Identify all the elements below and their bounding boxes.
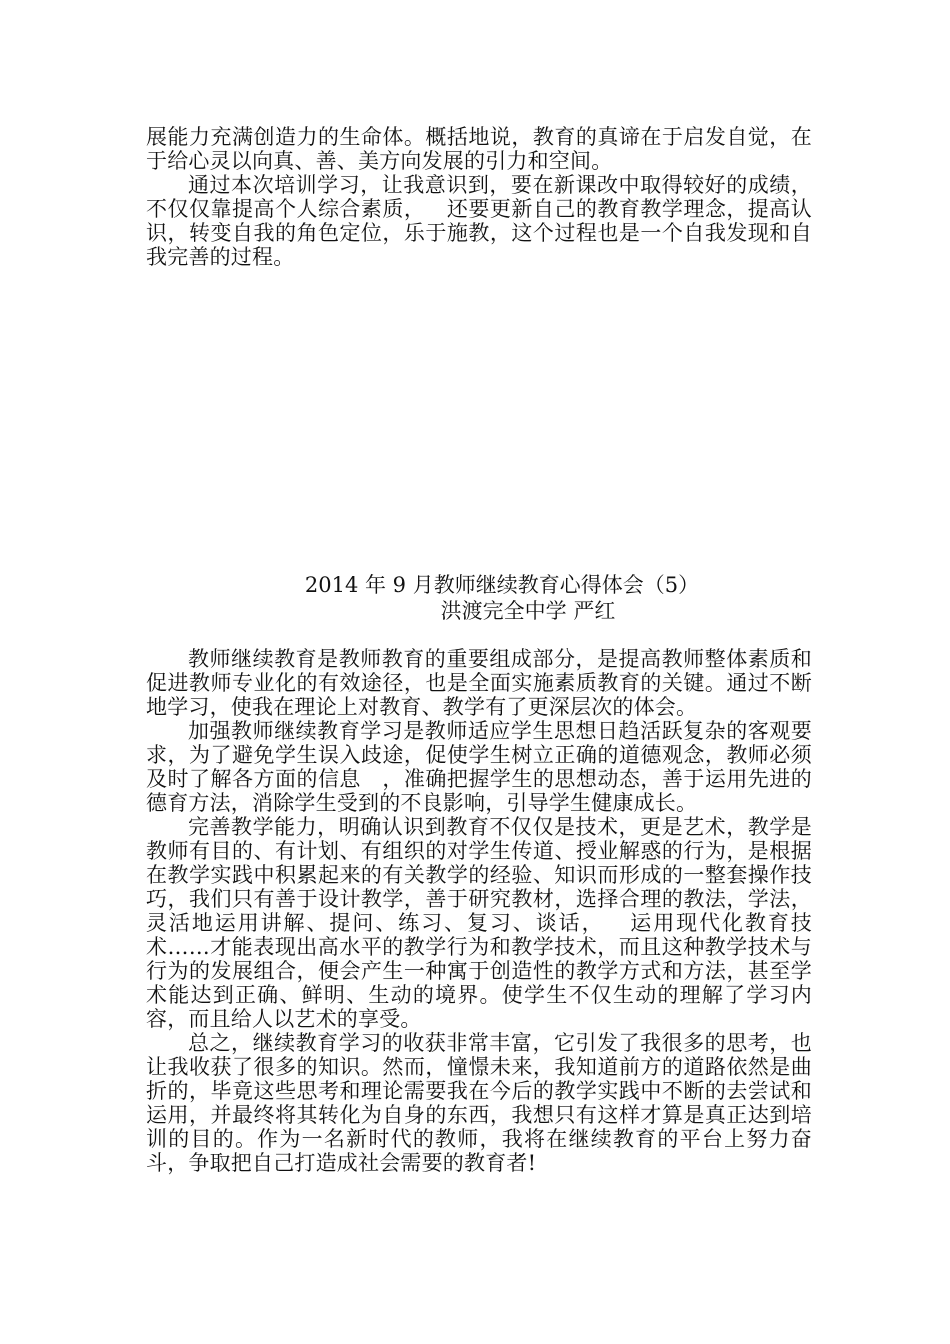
section-body xyxy=(146,647,812,1175)
section-title: 2014 年 9 月教师继续教育心得体会（5） xyxy=(304,573,700,597)
body-paragraph-3: 完善教学能力，明确认识到教育不仅仅是技术，更是艺术，教学是教师有目的、有计划、有组织的对学生传道、授业解惑的行为，是根据在教学实践中积累起来的有关教学的经验、知识而形成的一整套操作技巧，我们只有善于设计教学，善于研究教材，选择合理的教法，学法，灵活地运用讲解、提问、练习、复习、谈话， 运用现代化教育技术……才能表现出高水平的教学行为和教学技术，而且这种教学技术与行为的发展组合，便会产生一种寓于创造性的教学方式和方法，甚至学术能达到正确、鲜明、生动的境界。使学生不仅生动的理解了学习内容，而且给人以艺术的享受。 xyxy=(146,815,812,1031)
previous-section-continuation xyxy=(146,125,812,269)
continuation-paragraph-2: 通过本次培训学习，让我意识到，要在新课改中取得较好的成绩，不仅仅靠提高个人综合素质， 还要更新自己的教育教学理念，提高认识，转变自我的角色定位，乐于施教，这个过程也是一个自我发现和自我完善的过程。 xyxy=(146,173,812,269)
section-author: 洪渡完全中学 严红 xyxy=(440,599,616,623)
body-paragraph-4: 总之，继续教育学习的收获非常丰富，它引发了我很多的思考，也让我收获了很多的知识。然而，憧憬未来，我知道前方的道路依然是曲折的，毕竟这些思考和理论需要我在今后的教学实践中不断的去尝试和运用，并最终将其转化为自身的东西，我想只有这样才算是真正达到培训的目的。作为一名新时代的教师，我将在继续教育的平台上努力奋斗，争取把自己打造成社会需要的教育者! xyxy=(146,1031,812,1175)
body-paragraph-1: 教师继续教育是教师教育的重要组成部分，是提高教师整体素质和促进教师专业化的有效途径，也是全面实施素质教育的关键。通过不断地学习，使我在理论上对教育、教学有了更深层次的体会。 xyxy=(146,647,812,719)
section-header xyxy=(146,572,812,624)
body-paragraph-2: 加强教师继续教育学习是教师适应学生思想日趋活跃复杂的客观要求，为了避免学生误入歧途，促使学生树立正确的道德观念，教师必须及时了解各方面的信息 ，准确把握学生的思想动态，善于运用先进的德育方法，消除学生受到的不良影响，引导学生健康成长。 xyxy=(146,719,812,815)
continuation-paragraph: 展能力充满创造力的生命体。概括地说，教育的真谛在于启发自觉，在于给心灵以向真、善、美方向发展的引力和空间。 xyxy=(146,125,812,173)
